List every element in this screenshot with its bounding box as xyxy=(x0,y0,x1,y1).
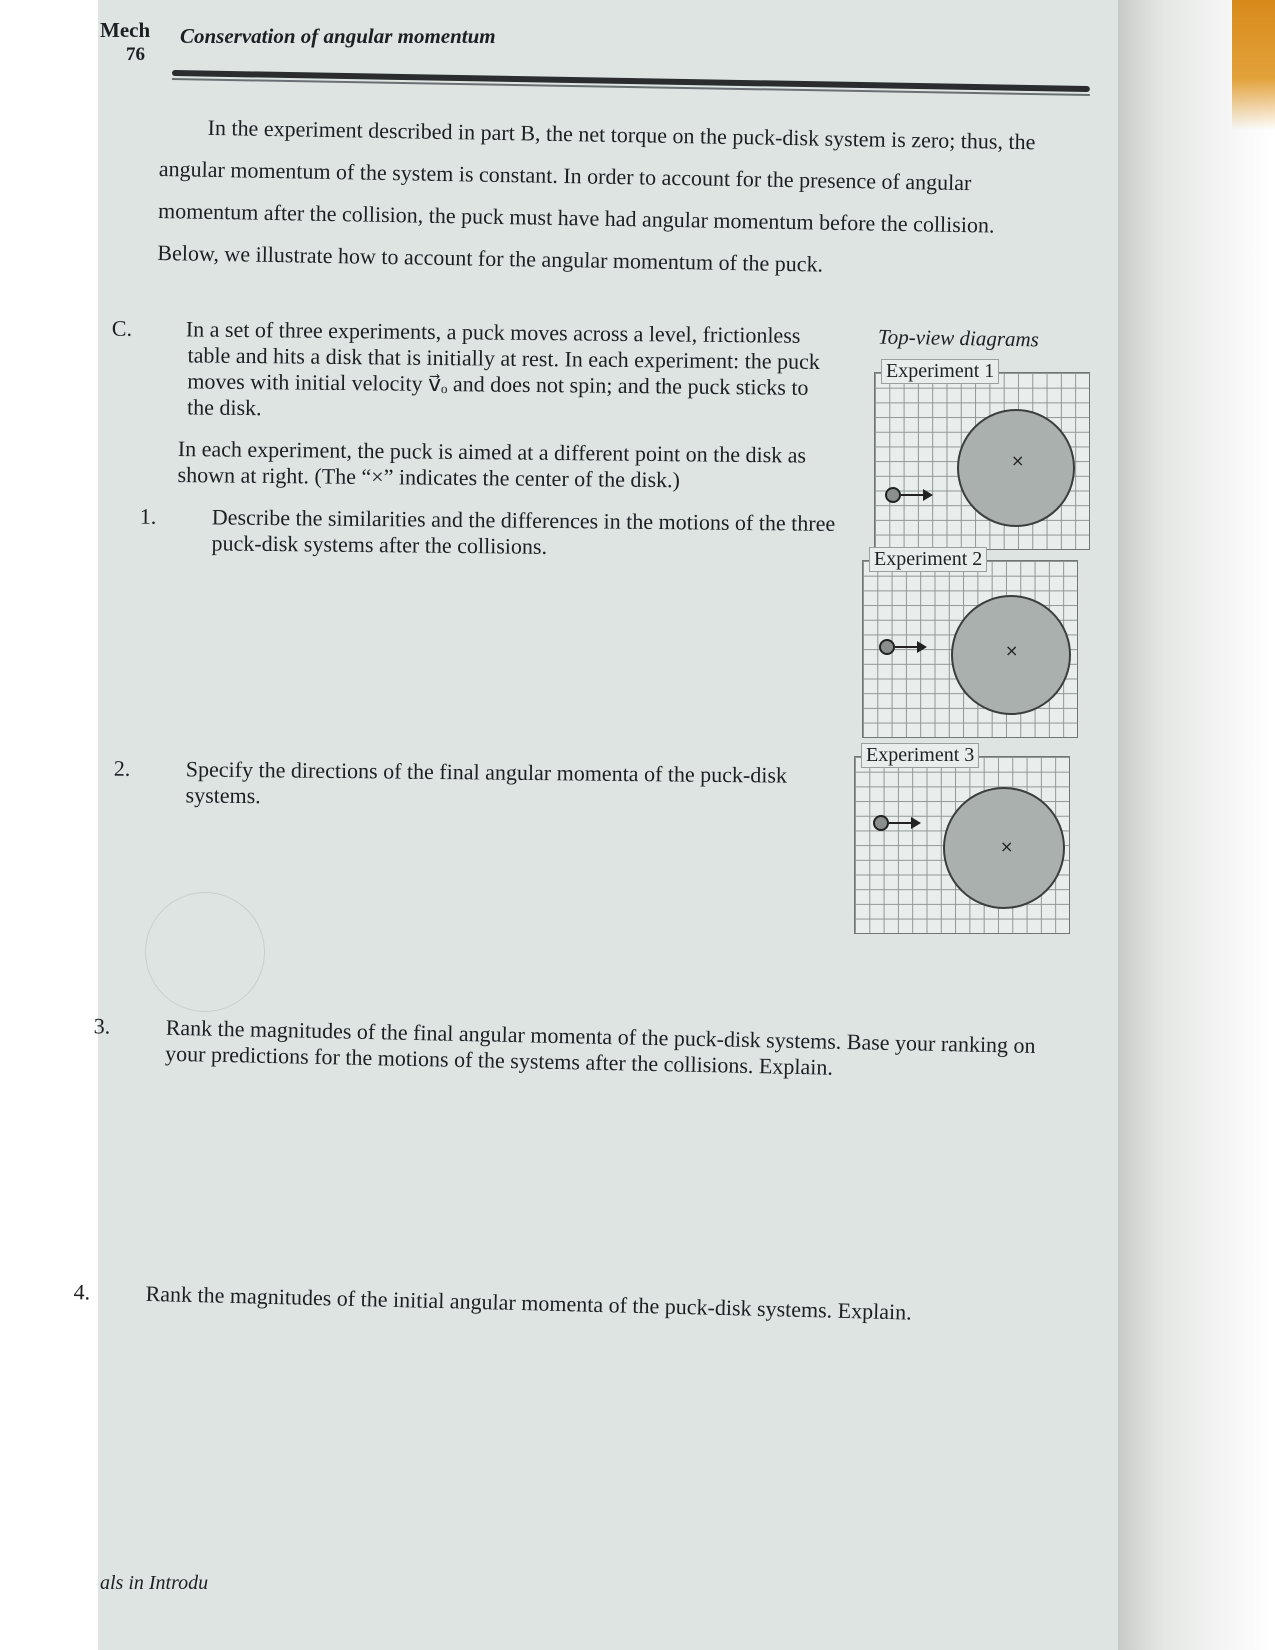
velocity-arrow xyxy=(889,822,917,824)
question-number: 1. xyxy=(139,503,157,529)
page-edge-shadow xyxy=(1118,0,1275,1650)
puck xyxy=(885,487,901,503)
header-section-label: Mech xyxy=(100,18,151,42)
part-c-subtext: In each experiment, the puck is aimed at a different point on the disk as shown at right. (The “×” indicates the center of the disk.) xyxy=(177,436,807,493)
velocity-arrow xyxy=(901,494,929,496)
question-text: Rank the magnitudes of the final angular momenta of the puck-disk systems. Base your ranking on your predictions for the motions of the systems after the collisions. Explain. xyxy=(164,1014,1036,1080)
question-number: 3. xyxy=(93,1013,111,1039)
header-title: Conservation of angular momentum xyxy=(180,24,496,48)
intro-line: Below, we illustrate how to account for the angular momentum of the puck. xyxy=(157,239,824,277)
puck xyxy=(879,639,895,655)
intro-line: momentum after the collision, the puck must have had angular momentum before the collision. xyxy=(157,197,995,238)
experiment-1-diagram xyxy=(874,360,1090,550)
orange-corner-tab xyxy=(1232,0,1275,130)
experiment-label: Experiment 3 xyxy=(861,743,979,768)
question-number: 4. xyxy=(73,1279,91,1305)
show-through-circle xyxy=(145,892,265,1012)
footer-text: als in Introdu xyxy=(100,1572,209,1594)
experiment-label: Experiment 2 xyxy=(869,547,987,572)
diagrams-title: Top-view diagrams xyxy=(877,324,1040,352)
experiment-2-diagram xyxy=(862,548,1078,738)
part-c-text: In a set of three experiments, a puck moves across a level, frictionless table and hits a disk that is initially at rest. In each experiment: the puck moves with initial velocity v⃗ₒ and does not spin; and the puck sticks to the disk. xyxy=(185,316,821,421)
question-text: Specify the directions of the final angular momenta of the puck-disk systems. xyxy=(185,756,788,809)
question-2 xyxy=(113,755,840,815)
header-page-number: 76 xyxy=(126,44,145,65)
part-c-label: C. xyxy=(111,315,133,341)
disk-center-mark: × xyxy=(1005,641,1019,660)
part-c xyxy=(111,315,830,427)
experiment-3-diagram xyxy=(854,744,1070,934)
disk-center-mark: × xyxy=(1011,451,1025,470)
disk-center-mark: × xyxy=(1000,837,1014,856)
intro-paragraph xyxy=(157,106,1070,290)
question-1 xyxy=(139,503,836,563)
velocity-arrow xyxy=(895,646,923,648)
question-text: Rank the magnitudes of the initial angular momenta of the puck-disk systems. Explain. xyxy=(145,1280,912,1325)
intro-line: In the experiment described in part B, the net torque on the puck-disk system is zero; thus, the xyxy=(207,114,1036,155)
puck xyxy=(873,815,889,831)
experiment-label: Experiment 1 xyxy=(881,359,999,384)
question-number: 2. xyxy=(113,755,131,781)
intro-line: angular momentum of the system is constant. In order to account for the presence of angular xyxy=(158,155,972,196)
question-text: Describe the similarities and the differences in the motions of the three puck-disk systems after the collisions. xyxy=(211,504,836,559)
